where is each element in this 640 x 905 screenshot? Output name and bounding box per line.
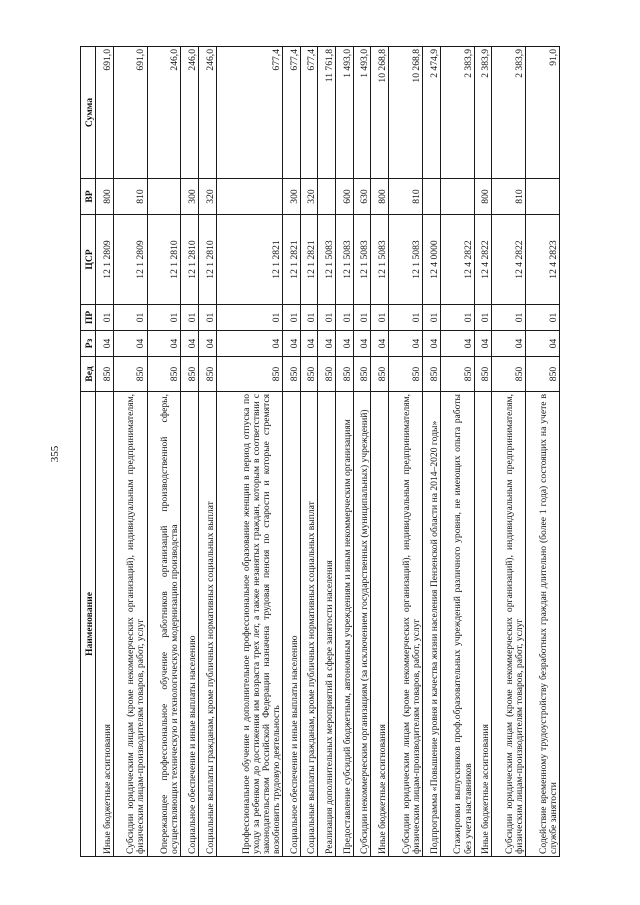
page-number: 355 [49,445,61,463]
cell-csr: 12 4 2822 [492,215,526,305]
cell-ved: 850 [474,357,492,392]
cell-vr [318,179,336,215]
cell-vr: 800 [371,179,389,215]
cell-name: Подпрограмма «Повышение уровня и качества жизни населения Пензенской области на 2014–2020 годы» [423,392,441,857]
table-row [199,47,217,857]
cell-sum: 246,0 [147,47,181,179]
table-row [282,47,300,857]
cell-sum: 2 383,9 [492,47,526,179]
cell-sum: 677,4 [216,47,282,179]
cell-rz: 04 [216,331,282,357]
cell-name: Социальное обеспечение и иные выплаты населению [282,392,300,857]
header-name: Наименование [81,392,96,857]
table-row [216,47,282,857]
table-row [423,47,441,857]
cell-pr: 01 [282,305,300,331]
cell-vr [216,179,282,215]
table-row [492,47,526,857]
cell-name: Опережающее профессиональное обучение работников организаций производственной сферы, осуществляющих техническую и технологическую модернизацию производства [147,392,181,857]
cell-ved: 850 [147,357,181,392]
cell-csr: 12 1 5083 [389,215,423,305]
cell-sum: 691,0 [96,47,114,179]
table-row [300,47,318,857]
cell-name: Субсидии юридическим лицам (кроме некоммерческих организаций), индивидуальным предпринимателям, физическим лицам-производителям товаров, работ, услуг [389,392,423,857]
cell-pr: 01 [199,305,217,331]
cell-name: Стажировки выпускников проф.образовательных учреждений различного уровня, не имеющих опыта работы без учета наставников [440,392,474,857]
cell-sum: 2 383,9 [474,47,492,179]
cell-pr: 01 [318,305,336,331]
cell-name: Социальные выплаты гражданам, кроме публичных нормативных социальных выплат [199,392,217,857]
cell-csr: 12 1 2821 [282,215,300,305]
cell-sum: 677,4 [300,47,318,179]
header-pr: ПР [81,305,96,331]
cell-sum: 2 383,9 [440,47,474,179]
cell-name: Социальные выплаты гражданам, кроме публичных нормативных социальных выплат [300,392,318,857]
table-row [96,47,114,857]
cell-sum: 2 474,9 [423,47,441,179]
cell-rz: 04 [371,331,389,357]
cell-pr: 01 [440,305,474,331]
cell-sum: 11 761,8 [318,47,336,179]
cell-csr: 12 1 5083 [336,215,354,305]
cell-ved: 850 [300,357,318,392]
cell-ved: 850 [371,357,389,392]
cell-pr: 01 [300,305,318,331]
cell-rz: 04 [199,331,217,357]
cell-csr: 12 1 2821 [300,215,318,305]
cell-csr: 12 4 2823 [526,215,560,305]
table-row [474,47,492,857]
cell-vr [440,179,474,215]
cell-vr: 800 [96,179,114,215]
cell-vr [147,179,181,215]
header-rz: Рз [81,331,96,357]
table-row [181,47,199,857]
rotated-table-container [80,47,560,857]
cell-pr: 01 [492,305,526,331]
cell-pr: 01 [423,305,441,331]
cell-vr [526,179,560,215]
cell-csr: 12 1 2821 [216,215,282,305]
header-sum: Сумма [81,47,96,179]
cell-rz: 04 [147,331,181,357]
cell-pr: 01 [96,305,114,331]
cell-vr: 810 [389,179,423,215]
cell-pr: 01 [336,305,354,331]
cell-csr: 12 1 2810 [199,215,217,305]
cell-csr: 12 1 2810 [181,215,199,305]
cell-rz: 04 [318,331,336,357]
cell-rz: 04 [492,331,526,357]
cell-ved: 850 [113,357,147,392]
cell-csr: 12 4 0000 [423,215,441,305]
cell-csr: 12 4 2822 [474,215,492,305]
cell-pr: 01 [474,305,492,331]
cell-rz: 04 [353,331,371,357]
cell-pr: 01 [147,305,181,331]
cell-name: Социальное обеспечение и иные выплаты населению [181,392,199,857]
cell-sum: 10 268,8 [371,47,389,179]
table-body [96,47,560,857]
cell-ved: 850 [282,357,300,392]
cell-ved: 850 [336,357,354,392]
cell-sum: 677,4 [282,47,300,179]
cell-name: Иные бюджетные ассигнования [474,392,492,857]
cell-csr: 12 1 5083 [371,215,389,305]
cell-name: Субсидии юридическим лицам (кроме некоммерческих организаций), индивидуальным предпринимателям, физическим лицам-производителям товаров, работ, услуг [492,392,526,857]
cell-ved: 850 [492,357,526,392]
cell-rz: 04 [526,331,560,357]
cell-rz: 04 [389,331,423,357]
cell-pr: 01 [353,305,371,331]
cell-ved: 850 [389,357,423,392]
cell-pr: 01 [389,305,423,331]
cell-sum: 246,0 [181,47,199,179]
cell-pr: 01 [181,305,199,331]
header-vr: ВР [81,179,96,215]
cell-ved: 850 [181,357,199,392]
cell-csr: 12 1 2809 [96,215,114,305]
cell-vr [423,179,441,215]
cell-rz: 04 [96,331,114,357]
budget-table [80,46,560,857]
header-row [81,47,96,857]
cell-rz: 04 [181,331,199,357]
cell-csr: 12 1 2810 [147,215,181,305]
cell-name: Иные бюджетные ассигнования [371,392,389,857]
cell-rz: 04 [423,331,441,357]
cell-name: Иные бюджетные ассигнования [96,392,114,857]
cell-ved: 850 [199,357,217,392]
cell-vr: 810 [492,179,526,215]
cell-vr: 600 [336,179,354,215]
cell-pr: 01 [113,305,147,331]
cell-name: Содействие временному трудоустройству безработных граждан длительно (более 1 года) состоящих на учете в службе занятости [526,392,560,857]
cell-vr: 320 [199,179,217,215]
cell-rz: 04 [300,331,318,357]
cell-name: Субсидии некоммерческим организациям (за исключением государственных (муниципальных) учреждений) [353,392,371,857]
cell-csr: 12 4 2822 [440,215,474,305]
cell-sum: 91,0 [526,47,560,179]
header-ved: Вед [81,357,96,392]
table-row [336,47,354,857]
table-row [147,47,181,857]
cell-vr: 300 [181,179,199,215]
table-row [353,47,371,857]
cell-ved: 850 [526,357,560,392]
table-row [440,47,474,857]
cell-vr: 810 [113,179,147,215]
cell-ved: 850 [353,357,371,392]
cell-ved: 850 [96,357,114,392]
cell-rz: 04 [336,331,354,357]
cell-ved: 850 [216,357,282,392]
cell-rz: 04 [113,331,147,357]
table-row [371,47,389,857]
cell-vr: 300 [282,179,300,215]
cell-sum: 246,0 [199,47,217,179]
cell-ved: 850 [423,357,441,392]
table-row [526,47,560,857]
cell-csr: 12 1 2809 [113,215,147,305]
cell-ved: 850 [318,357,336,392]
table-row [389,47,423,857]
cell-sum: 1 493,0 [336,47,354,179]
cell-ved: 850 [440,357,474,392]
cell-pr: 01 [216,305,282,331]
cell-sum: 1 493,0 [353,47,371,179]
cell-pr: 01 [526,305,560,331]
table-row [113,47,147,857]
cell-vr: 800 [474,179,492,215]
cell-name: Предоставление субсидий бюджетным, автономным учреждениям и иным некоммерческим организациям [336,392,354,857]
cell-vr: 630 [353,179,371,215]
cell-sum: 691,0 [113,47,147,179]
cell-name: Субсидии юридическим лицам (кроме некоммерческих организаций), индивидуальным предпринимателям, физическим лицам-производителям товаров, работ, услуг [113,392,147,857]
cell-sum: 10 268,8 [389,47,423,179]
cell-rz: 04 [282,331,300,357]
cell-vr: 320 [300,179,318,215]
cell-name: Профессиональное обучение и дополнительное профессиональное образование женщин в период отпуска по уходу за ребенком до достижения им возраста трех лет, а также незанятых граждан, которым в соответствии с законодательством Российской Федерации назначена трудовая пенсия по старости и которые стремятся возобновить трудовую деятельность [216,392,282,857]
header-csr: ЦСР [81,215,96,305]
cell-csr: 12 1 5083 [318,215,336,305]
cell-rz: 04 [440,331,474,357]
cell-name: Реализация дополнительных мероприятий в сфере занятости населения [318,392,336,857]
cell-rz: 04 [474,331,492,357]
table-row [318,47,336,857]
cell-pr: 01 [371,305,389,331]
cell-csr: 12 1 5083 [353,215,371,305]
